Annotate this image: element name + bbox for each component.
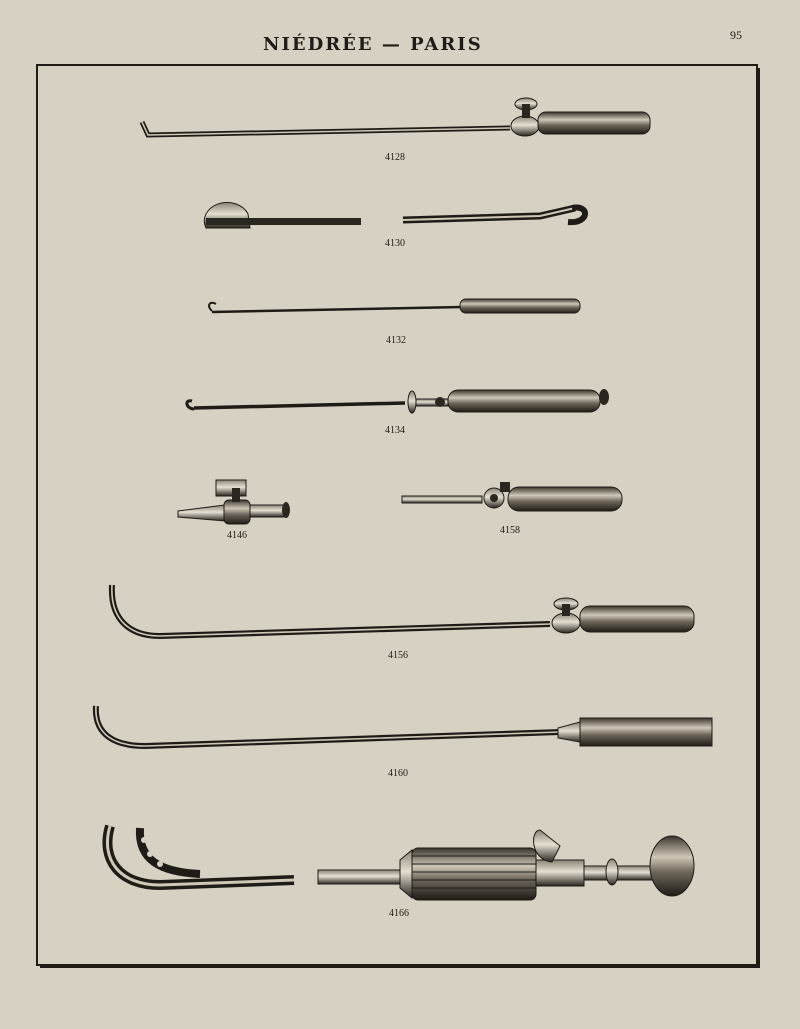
instrument-4128	[142, 98, 650, 136]
page-number: 95	[730, 28, 742, 42]
label-4146: 4146	[227, 530, 247, 541]
instrument-4132	[209, 299, 580, 313]
instrument-4160	[96, 706, 712, 746]
instrument-4166	[107, 826, 694, 900]
label-4160: 4160	[388, 768, 408, 779]
label-4128: 4128	[385, 152, 405, 163]
label-4166: 4166	[389, 908, 409, 919]
instrument-4130	[204, 202, 585, 228]
instrument-4146	[178, 480, 290, 524]
label-4134: 4134	[385, 425, 405, 436]
label-4158: 4158	[500, 525, 520, 536]
label-4156: 4156	[388, 650, 408, 661]
instrument-4158	[402, 482, 622, 511]
instrument-4134	[187, 389, 609, 413]
label-4130: 4130	[385, 238, 405, 249]
instrument-4156	[112, 585, 694, 636]
page-header: NIÉDRÉE — PARIS	[263, 34, 483, 55]
label-4132: 4132	[386, 335, 406, 346]
